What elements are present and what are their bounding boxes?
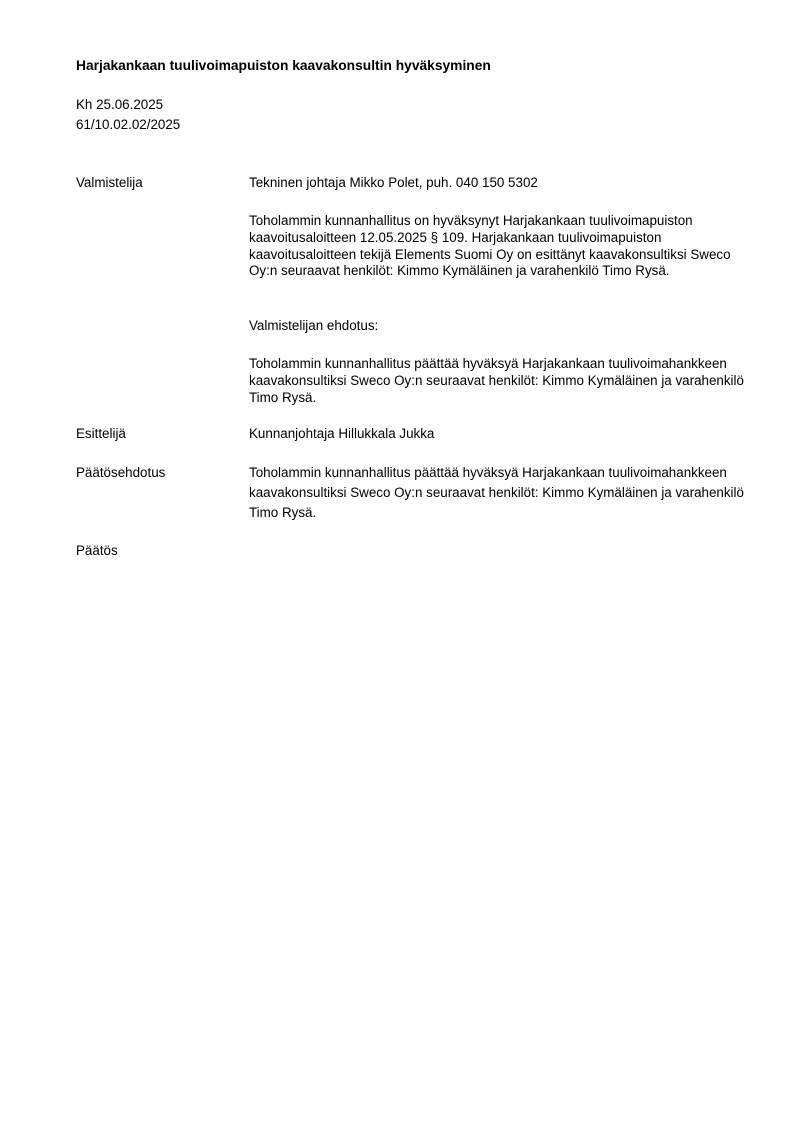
label-valmistelija: Valmistelija <box>76 175 143 190</box>
label-paatosehdotus: Päätösehdotus <box>76 465 166 480</box>
presenter-text: Kunnanjohtaja Hillukkala Jukka <box>249 426 435 441</box>
label-esittelija: Esittelijä <box>76 426 126 441</box>
proposal-heading: Valmistelijan ehdotus: <box>249 318 379 333</box>
preparer-text: Tekninen johtaja Mikko Polet, puh. 040 150 5302 <box>249 175 538 190</box>
background-paragraph: Toholammin kunnanhallitus on hyväksynyt Harjakankaan tuulivoimapuiston kaavoitusaloitteen 12.05.2025 § 109. Harjakankaan tuulivoimapuiston kaavoitusaloitteen tekijä Elements Suomi Oy on esittänyt kaavakonsultiksi Sweco Oy:n seuraavat henkilöt: Kimmo Kymäläinen ja varahenkilö Timo Rysä. <box>249 213 731 279</box>
decision-proposal-text: Toholammin kunnanhallitus päättää hyväksyä Harjakankaan tuulivoimahankkeen kaavakonsultiksi Sweco Oy:n seuraavat henkilöt: Kimmo Kymäläinen ja varahenkilö Timo Rysä. <box>249 465 744 520</box>
meeting-reference: Kh 25.06.2025 <box>76 97 164 112</box>
proposal-text: Toholammin kunnanhallitus päättää hyväksyä Harjakankaan tuulivoimahankkeen kaavakonsultiksi Sweco Oy:n seuraavat henkilöt: Kimmo Kymäläinen ja varahenkilö Timo Rysä. <box>249 356 744 405</box>
document-title: Harjakankaan tuulivoimapuiston kaavakonsultin hyväksyminen <box>76 58 491 73</box>
document-meta <box>76 96 180 136</box>
label-paatos: Päätös <box>76 543 118 558</box>
record-number: 61/10.02.02/2025 <box>76 117 181 132</box>
